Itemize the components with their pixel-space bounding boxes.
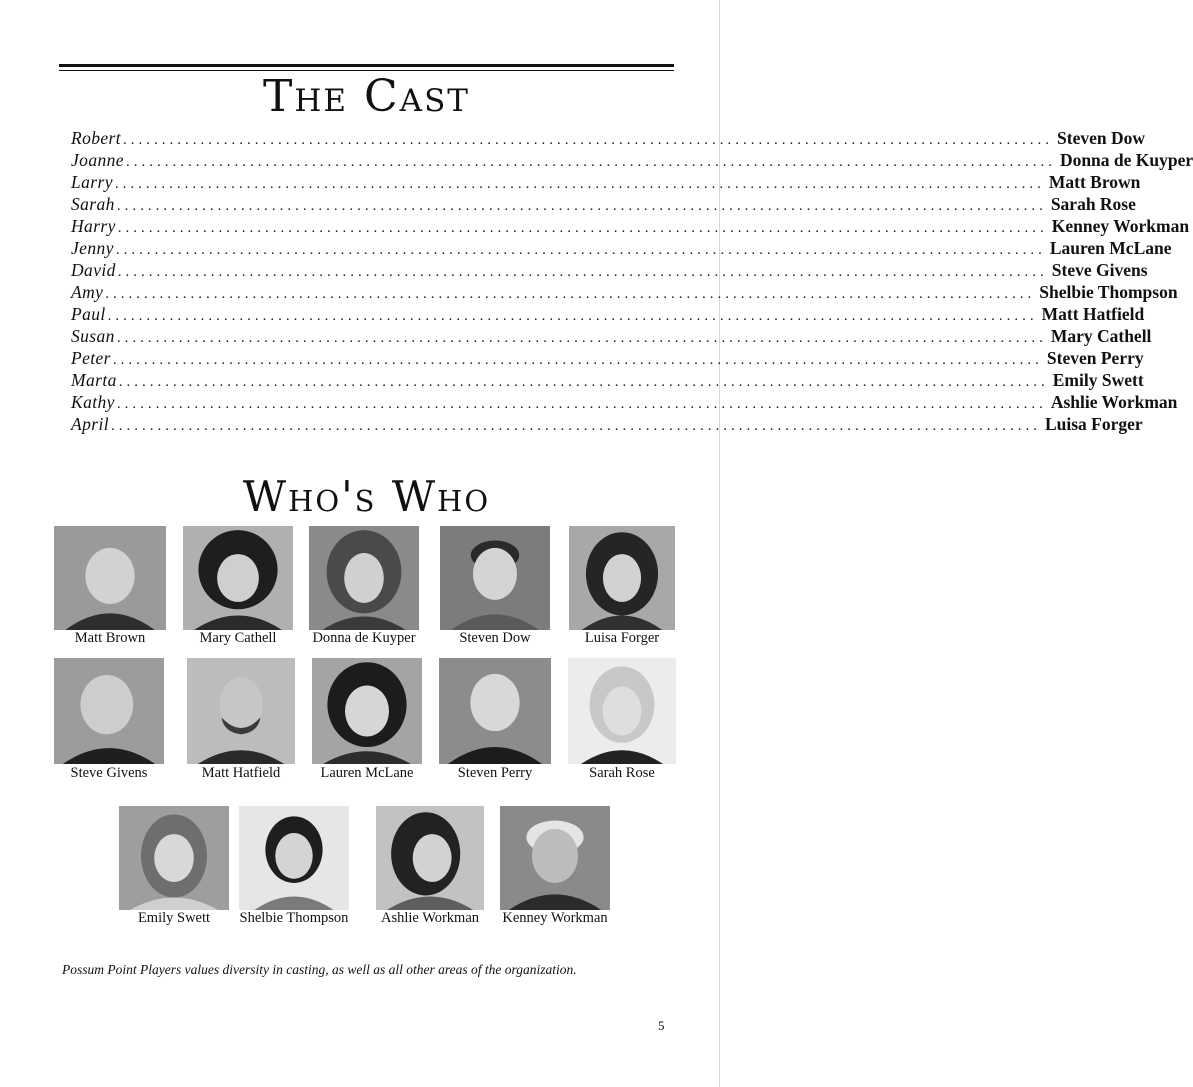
leader-dots: ........................................................................................................................ (105, 286, 1036, 302)
headshot-photo (54, 526, 166, 630)
headshot-photo (309, 526, 419, 630)
cast-role: Peter (71, 348, 111, 368)
headshot-photo (183, 526, 293, 630)
cast-actor: Sarah Rose (1050, 194, 1136, 214)
headshot-card (184, 658, 298, 782)
headshot-caption: Lauren McLane (320, 765, 414, 781)
cast-role: Robert (71, 128, 122, 148)
leader-dots: ........................................................................................................................ (110, 418, 1041, 434)
cast-role: Harry (71, 216, 116, 236)
cast-role: Amy (71, 282, 104, 302)
leader-dots: ........................................................................................................................ (107, 308, 1038, 324)
cast-actor: Shelbie Thompson (1039, 282, 1178, 302)
headshot-card (180, 526, 296, 650)
leader-dots: ........................................................................................................................ (123, 132, 1054, 148)
cast-role: Susan (71, 326, 115, 346)
headshot-caption: Matt Hatfield (201, 765, 281, 781)
leader-dots: ........................................................................................................................ (112, 352, 1043, 368)
headshot-card (436, 658, 554, 782)
headshot-caption: Steven Dow (459, 630, 531, 646)
leader-dots: ........................................................................................................................ (114, 176, 1045, 192)
whos-who-heading: Who's Who (242, 472, 491, 521)
headshot-caption: Matt Brown (74, 630, 146, 646)
headshot-caption: Ashlie Workman (380, 910, 480, 926)
leader-dots: ........................................................................................................................ (118, 374, 1049, 390)
headshot-caption: Kenney Workman (502, 910, 608, 926)
cast-role: Larry (71, 172, 113, 192)
headshot-caption: Steve Givens (70, 765, 148, 781)
cast-role: David (71, 260, 116, 280)
leader-dots: ........................................................................................................................ (115, 242, 1046, 258)
headshot-photo (568, 658, 676, 764)
cast-role: April (71, 414, 109, 434)
cast-actor: Kenney Workman (1051, 216, 1190, 236)
leader-dots: ........................................................................................................................ (116, 198, 1047, 214)
headshot-caption: Donna de Kuyper (312, 630, 416, 646)
headshot-photo (440, 526, 550, 630)
headshot-caption: Emily Swett (137, 910, 211, 926)
headshot-photo (119, 806, 229, 910)
cast-role: Joanne (71, 150, 124, 170)
headshot-photo (312, 658, 422, 764)
cast-actor: Lauren McLane (1049, 238, 1172, 258)
headshot-card (492, 806, 618, 930)
leader-dots: ........................................................................................................................ (117, 264, 1048, 280)
page-number: 5 (658, 1018, 665, 1033)
headshot-photo (439, 658, 551, 764)
headshot-card (562, 526, 682, 650)
cast-actor: Luisa Forger (1044, 414, 1143, 434)
diversity-footnote: Possum Point Players values diversity in casting, as well as all other areas of the organization. (62, 962, 577, 977)
headshot-caption: Luisa Forger (584, 630, 660, 646)
headshot-caption: Sarah Rose (589, 765, 655, 781)
headshot-card (368, 806, 492, 930)
headshot-caption: Mary Cathell (199, 630, 277, 646)
headshot-photo (569, 526, 675, 630)
headshot-card (436, 526, 554, 650)
headshot-card (562, 658, 682, 782)
cast-actor: Steve Givens (1051, 260, 1148, 280)
headshot-photo (500, 806, 610, 910)
cast-role: Jenny (71, 238, 114, 258)
headshot-photo (187, 658, 295, 764)
cast-actor: Mary Cathell (1050, 326, 1152, 346)
cast-actor: Steven Dow (1057, 128, 1146, 148)
cast-actor: Matt Hatfield (1041, 304, 1145, 324)
headshot-photo (54, 658, 164, 764)
headshot-card (300, 526, 428, 650)
headshot-card (232, 806, 356, 930)
headshot-card (52, 526, 168, 650)
headshot-caption: Steven Perry (457, 765, 533, 781)
headshot-card (112, 806, 236, 930)
cast-role: Paul (71, 304, 106, 324)
cast-actor: Emily Swett (1052, 370, 1144, 390)
cast-actor: Steven Perry (1046, 348, 1144, 368)
cast-actor: Matt Brown (1048, 172, 1141, 192)
headshot-card (306, 658, 428, 782)
cast-role: Kathy (71, 392, 115, 412)
leader-dots: ........................................................................................................................ (125, 154, 1056, 170)
cast-heading: The Cast (263, 71, 470, 122)
headshot-card (50, 658, 168, 782)
headshot-photo (239, 806, 349, 910)
headshot-caption: Shelbie Thompson (239, 910, 349, 926)
cast-actor: Donna de Kuyper (1059, 150, 1193, 170)
cast-role: Marta (71, 370, 117, 390)
cast-role: Sarah (71, 194, 115, 214)
leader-dots: ........................................................................................................................ (116, 396, 1047, 412)
leader-dots: ........................................................................................................................ (116, 330, 1047, 346)
cast-actor: Ashlie Workman (1050, 392, 1178, 412)
headshot-photo (376, 806, 484, 910)
leader-dots: ........................................................................................................................ (117, 220, 1048, 236)
